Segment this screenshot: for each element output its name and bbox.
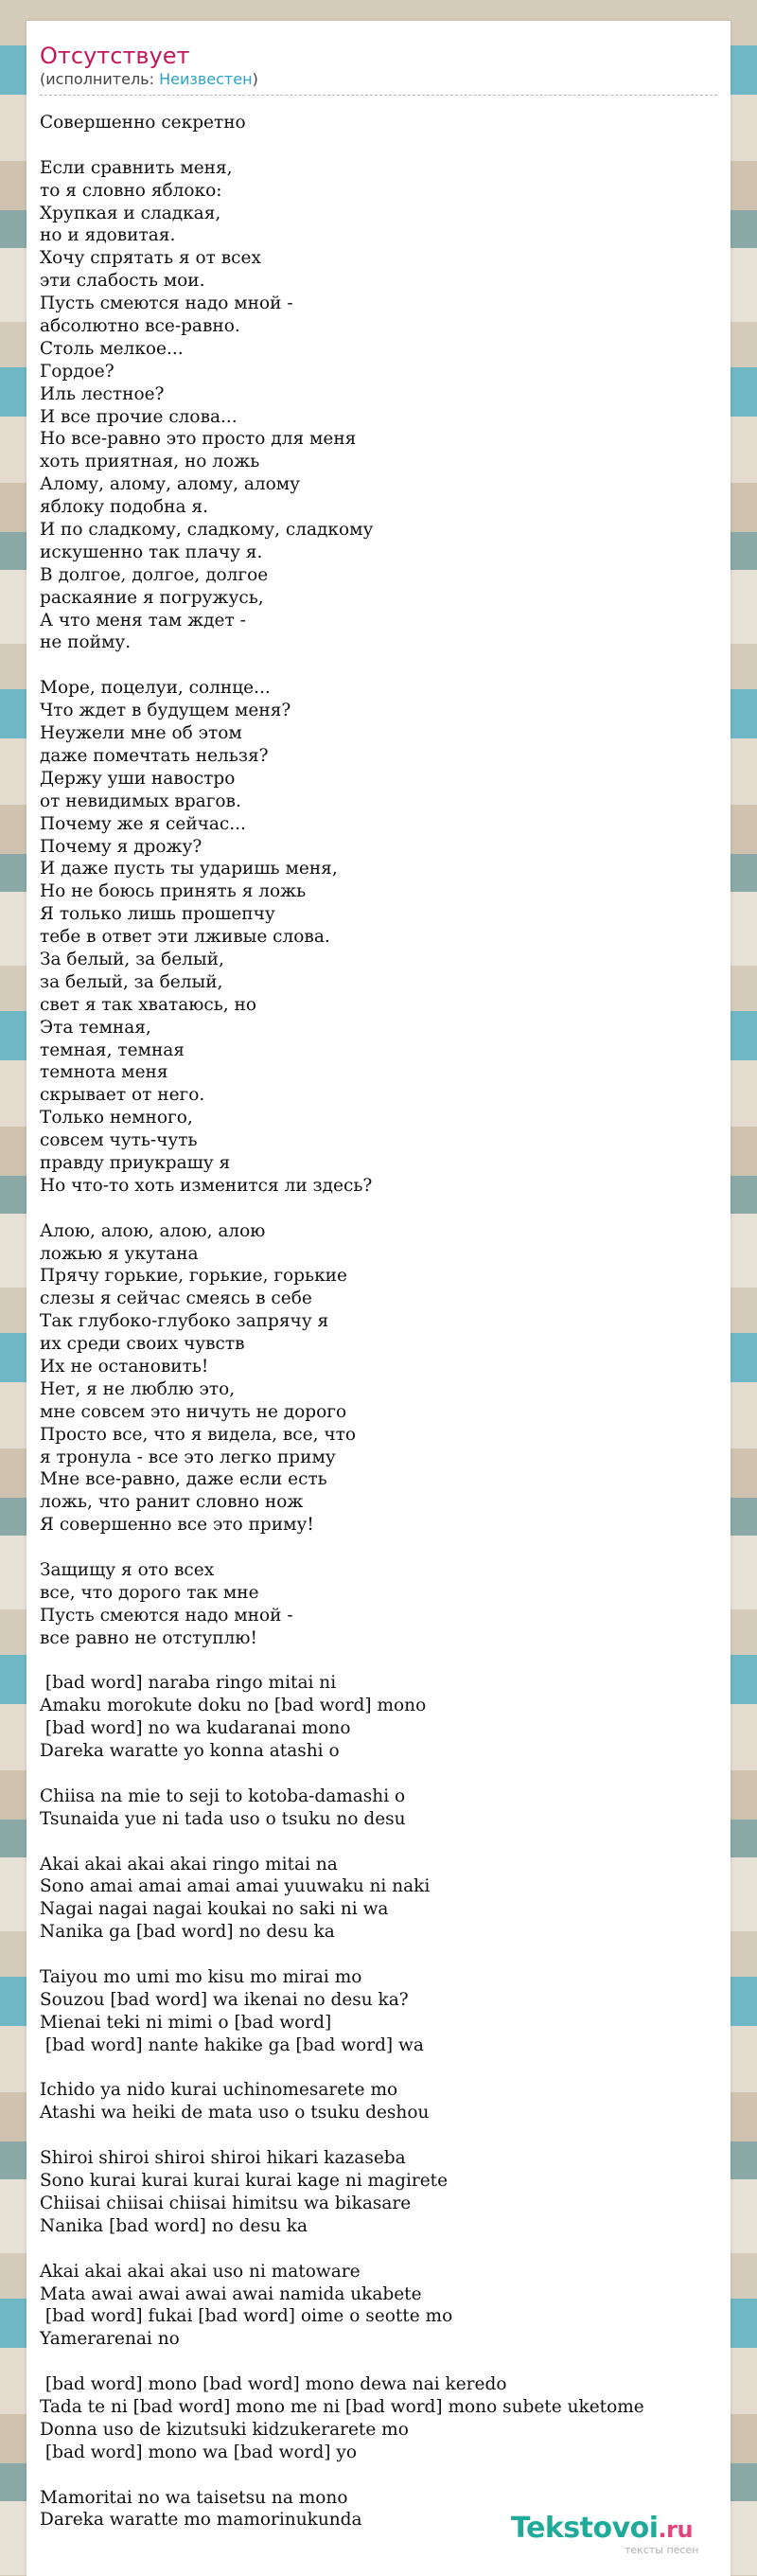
lyrics-blank-line <box>40 1763 731 1785</box>
lyrics-line: не пойму. <box>40 632 132 653</box>
lyrics-line: Пусть смеются надо мной - <box>40 293 293 314</box>
lyrics-blank-line <box>40 2464 731 2487</box>
lyrics-line: темная, темная <box>40 1039 185 1060</box>
lyrics-line: ложь, что ранит словно нож <box>40 1492 304 1513</box>
lyrics-line: Souzou [bad word] wa ikenai no desu ka? <box>40 1989 409 2010</box>
performer-prefix: (исполнитель: <box>40 70 160 88</box>
lyrics-line: совсем чуть-чуть <box>40 1130 198 1151</box>
lyrics-line: [bad word] naraba ringo mitai ni <box>40 1673 337 1694</box>
lyrics-line: то я словно яблоко: <box>40 180 222 201</box>
lyrics-line: И даже пусть ты ударишь меня, <box>40 859 338 879</box>
logo-wordmark <box>511 2513 738 2546</box>
lyrics-line: Я совершенно все это приму! <box>40 1515 314 1536</box>
lyrics-page <box>26 21 731 2576</box>
lyrics-line: Нет, я не люблю это, <box>40 1378 236 1399</box>
lyrics-line: абсолютно все-равно. <box>40 316 240 337</box>
lyrics-line: Mamoritai no wa taisetsu na mono <box>40 2487 348 2508</box>
lyrics-line: Sono kurai kurai kurai kurai kage ni magirete <box>40 2171 449 2192</box>
lyrics-blank-line <box>40 2124 731 2147</box>
lyrics-line: Donna uso de kizutsuki kidzukerarete mo <box>40 2419 409 2440</box>
lyrics-line: За белый, за белый, <box>40 949 224 969</box>
lyrics-line: тебе в ответ эти лживые слова. <box>40 927 330 948</box>
lyrics-line: искушенно так плачу я. <box>40 542 263 562</box>
lyrics-line: Столь мелкое... <box>40 338 184 359</box>
lyrics-line: Алою, алою, алою, алою <box>40 1220 266 1241</box>
lyrics-line: Если сравнить меня, <box>40 157 233 178</box>
lyrics-line: Неужели мне об этом <box>40 723 242 744</box>
lyrics-line: Только немного, <box>40 1108 193 1128</box>
lyrics-line: Tada te ni [bad word] mono me ni [bad word] mono subete uketome <box>40 2396 644 2417</box>
lyrics-line: [bad word] mono wa [bad word] yo <box>40 2442 357 2462</box>
lyrics-line: Но не боюсь принять я ложь <box>40 881 307 902</box>
lyrics-blank-line <box>40 134 731 157</box>
lyrics-line: Nanika ga [bad word] no desu ka <box>40 1922 335 1943</box>
lyrics-line: Так глубоко-глубоко запрячу я <box>40 1311 329 1332</box>
lyrics-line: Совершенно секретно <box>40 113 246 133</box>
lyrics-line: Что ждет в будущем меня? <box>40 701 291 721</box>
lyrics-line: [bad word] fukai [bad word] oime o seotte mo <box>40 2306 453 2327</box>
lyrics-line: [bad word] mono [bad word] mono dewa nai keredo <box>40 2374 507 2395</box>
lyrics-line: Ichido ya nido kurai uchinomesarete mo <box>40 2080 398 2101</box>
lyrics-line: их среди своих чувств <box>40 1334 245 1355</box>
lyrics-line: Dareka waratte mo mamorinukunda <box>40 2510 362 2531</box>
lyrics-line: Почему я дрожу? <box>40 836 202 857</box>
lyrics-line: Nanika [bad word] no desu ka <box>40 2215 308 2236</box>
lyrics-line: Mienai teki ni mimi o [bad word] <box>40 2012 332 2033</box>
lyrics-line: Алому, алому, алому, алому <box>40 474 301 495</box>
lyrics-line: я тронула - все это легко приму <box>40 1447 336 1467</box>
lyrics-line: Пусть смеются надо мной - <box>40 1605 293 1626</box>
lyrics-line: И все прочие слова... <box>40 406 238 427</box>
lyrics-line: Yamerarenai no <box>40 2329 180 2350</box>
lyrics-line: И по сладкому, сладкому, сладкому <box>40 520 374 541</box>
lyrics-line: Но все-равно это просто для меня <box>40 429 357 450</box>
lyrics-blank-line <box>40 1198 731 1220</box>
logo-tagline: тексты песен <box>625 2544 699 2556</box>
lyrics-line: Akai akai akai akai ringo mitai na <box>40 1854 338 1874</box>
lyrics-line: но и ядовитая. <box>40 225 176 246</box>
lyrics-line: [bad word] nante hakike ga [bad word] wa <box>40 2034 424 2055</box>
lyrics-line: Прячу горькие, горькие, горькие <box>40 1266 347 1287</box>
logo-name: Tekstovoi <box>511 2512 659 2545</box>
lyrics-blank-line <box>40 2238 731 2261</box>
lyrics-line: темнота меня <box>40 1062 168 1083</box>
performer-suffix: ) <box>252 70 258 88</box>
song-title: Отсутствует <box>40 43 190 69</box>
lyrics-line: свет я так хватаюсь, но <box>40 994 257 1015</box>
lyrics-line: за белый, за белый, <box>40 971 223 992</box>
lyrics-line: Taiyou mo umi mo kisu mo mirai mo <box>40 1967 362 1988</box>
lyrics-line: все равно не отступлю! <box>40 1627 257 1648</box>
lyrics-line: от невидимых врагов. <box>40 791 241 811</box>
lyrics-line: Гордое? <box>40 361 114 382</box>
lyrics-text <box>40 112 731 2532</box>
lyrics-line: все, что дорого так мне <box>40 1582 259 1603</box>
performer-link[interactable]: Неизвестен <box>159 70 253 88</box>
lyrics-line: Akai akai akai akai uso ni matoware <box>40 2261 361 2282</box>
lyrics-blank-line <box>40 1537 731 1559</box>
lyrics-line: хоть приятная, но ложь <box>40 452 260 472</box>
lyrics-line: Держу уши навостро <box>40 768 236 789</box>
lyrics-line: Nagai nagai nagai koukai no saki ni wa <box>40 1899 389 1920</box>
lyrics-line: раскаяние я погружусь, <box>40 587 264 608</box>
lyrics-blank-line <box>40 2057 731 2080</box>
lyrics-line: Atashi wa heiki de mata uso o tsuku deshou <box>40 2103 430 2123</box>
lyrics-line: Amaku morokute doku no [bad word] mono <box>40 1696 427 1716</box>
lyrics-line: даже помечтать нельзя? <box>40 745 269 766</box>
lyrics-line: [bad word] no wa kudaranai mono <box>40 1718 351 1739</box>
lyrics-line: ложью я укутана <box>40 1243 199 1264</box>
lyrics-line: слезы я сейчас смеясь в себе <box>40 1288 312 1309</box>
lyrics-line: Мне все-равно, даже если есть <box>40 1469 327 1490</box>
lyrics-line: Chiisai chiisai chiisai himitsu wa bikasare <box>40 2193 412 2213</box>
lyrics-line: Хрупкая и сладкая, <box>40 203 221 223</box>
logo-domain: .ru <box>658 2516 694 2543</box>
lyrics-line: Но что-то хоть изменится ли здесь? <box>40 1175 373 1196</box>
lyrics-line: Shiroi shiroi shiroi shiroi hikari kazaseba <box>40 2148 406 2169</box>
lyrics-line: Я только лишь прошепчу <box>40 904 275 925</box>
lyrics-line: Tsunaida yue ni tada uso o tsuku no desu <box>40 1808 406 1829</box>
lyrics-line: Почему же я сейчас... <box>40 813 246 834</box>
lyrics-line: Хочу спрятать я от всех <box>40 248 261 269</box>
performer-line <box>40 70 717 89</box>
lyrics-line: Chiisa na mie to seji to kotoba-damashi o <box>40 1785 406 1806</box>
lyrics-line: Эта темная, <box>40 1017 151 1038</box>
lyrics-line: эти слабость мои. <box>40 271 205 292</box>
lyrics-line: Иль лестное? <box>40 383 165 404</box>
lyrics-blank-line <box>40 2351 731 2373</box>
lyrics-line: Защищу я ото всех <box>40 1560 215 1580</box>
site-logo[interactable] <box>511 2513 738 2562</box>
lyrics-line: яблоку подобна я. <box>40 497 208 518</box>
lyrics-line: скрывает от него. <box>40 1085 205 1106</box>
lyrics-line: Просто все, что я видела, все, что <box>40 1424 356 1445</box>
lyrics-line: Sono amai amai amai amai yuuwaku ni naki <box>40 1876 431 1897</box>
lyrics-blank-line <box>40 654 731 677</box>
lyrics-line: Их не остановить! <box>40 1356 209 1377</box>
lyrics-line: Море, поцелуи, солнце... <box>40 678 271 699</box>
lyrics-line: Dareka waratte yo konna atashi o <box>40 1741 340 1762</box>
lyrics-line: мне совсем это ничуть не дорого <box>40 1401 347 1422</box>
lyrics-blank-line <box>40 1650 731 1673</box>
lyrics-blank-line <box>40 1944 731 1966</box>
lyrics-line: В долгое, долгое, долгое <box>40 564 269 585</box>
lyrics-blank-line <box>40 1831 731 1854</box>
song-header <box>40 42 717 96</box>
lyrics-line: А что меня там ждет - <box>40 610 246 631</box>
lyrics-line: Mata awai awai awai awai namida ukabete <box>40 2283 422 2304</box>
lyrics-line: правду приукрашу я <box>40 1152 231 1173</box>
